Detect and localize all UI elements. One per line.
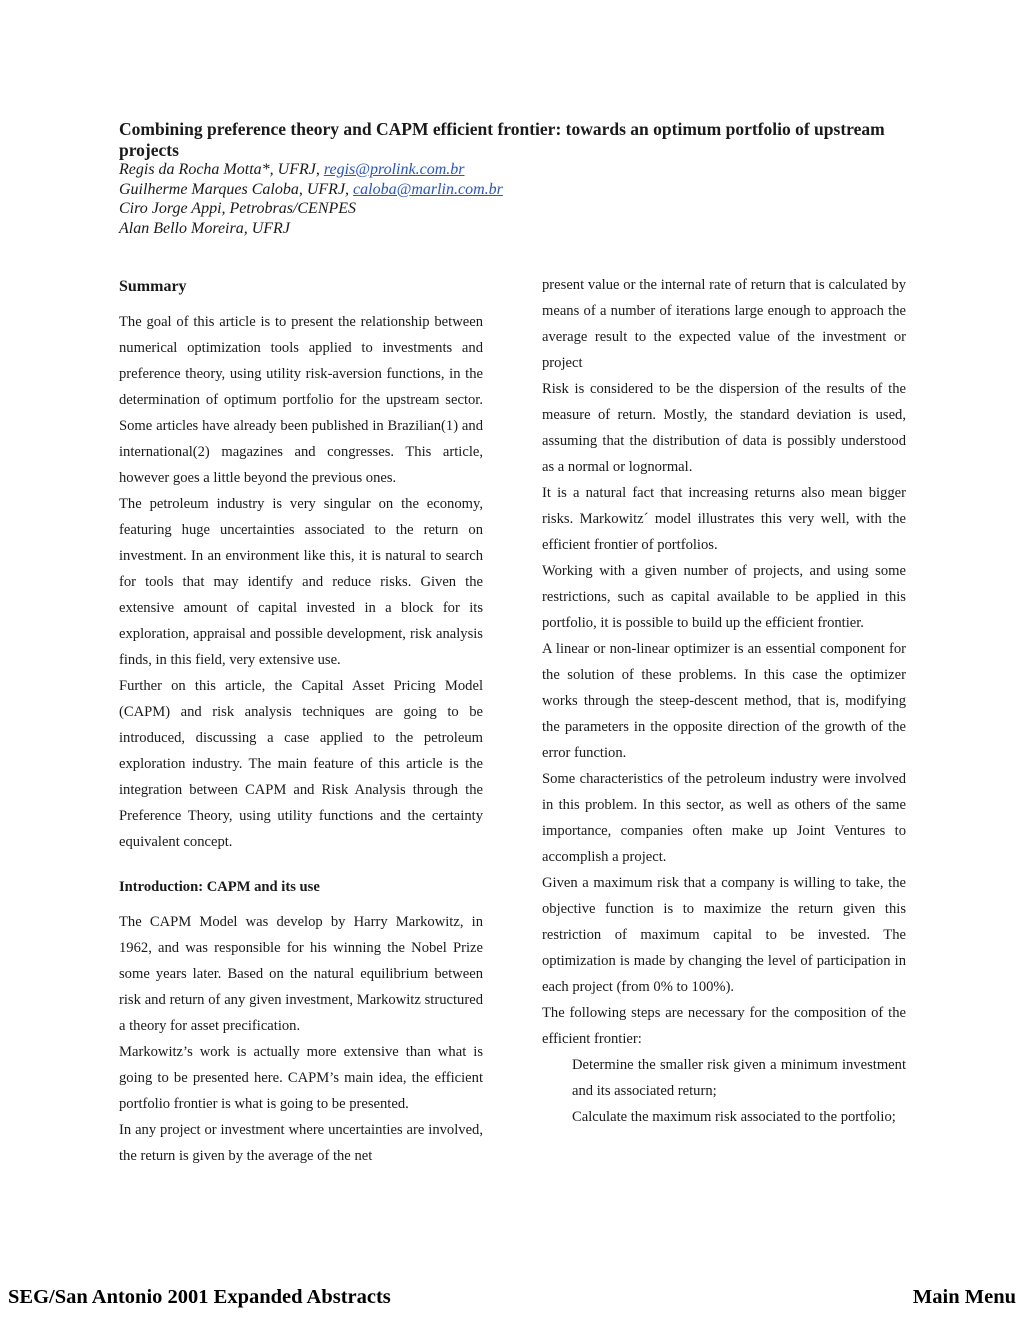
body-paragraph: Markowitz’s work is actually more extensive than what is going to be presented here. CAPM’s main idea, the efficient portfolio frontier is what is going to be presented. [119, 1044, 483, 1112]
section-heading-introduction: Introduction: CAPM and its use [119, 879, 320, 895]
paper-title: Combining preference theory and CAPM efficient frontier: towards an optimum portfolio of upstream projects [119, 119, 885, 160]
author-name: Regis da Rocha Motta*, UFRJ, [119, 161, 324, 178]
body-paragraph: It is a natural fact that increasing returns also mean bigger risks. Markowitz´ model illustrates this very well, with the efficient frontier of portfolios. [542, 485, 906, 553]
author-line [119, 160, 719, 180]
author-line [119, 219, 719, 239]
right-column [542, 272, 906, 1130]
body-paragraph: A linear or non-linear optimizer is an essential component for the solution of these problems. In this case the optimizer works through the steep-descent method, that is, modifying the parameters in the opposite direction of the growth of the error function. [542, 641, 906, 761]
body-paragraph: Some characteristics of the petroleum industry were involved in this problem. In this sector, as well as others of the same importance, companies often make up Joint Ventures to accomplish a project. [542, 771, 906, 865]
steps-list [542, 1052, 906, 1130]
author-email-link[interactable]: caloba@marlin.com.br [353, 180, 503, 198]
body-paragraph: Risk is considered to be the dispersion of the results of the measure of return. Mostly, the standard deviation is used, assuming that the distribution of data is possibly understood as a normal or lognormal. [542, 381, 906, 475]
body-paragraph: The goal of this article is to present the relationship between numerical optimization tools applied to investments and preference theory, using utility risk-aversion functions, in the determination of optimum portfolio for the upstream sector. Some articles have already been published in Brazilian(1) and international(2) magazines and congresses. This article, however goes a little beyond the previous ones. [119, 314, 483, 486]
body-paragraph: The following steps are necessary for the composition of the efficient frontier: [542, 1005, 906, 1047]
body-paragraph: Given a maximum risk that a company is willing to take, the objective function is to maximize the return given this restriction of maximum capital to be invested. The optimization is made by changing the level of participation in each project (from 0% to 100%). [542, 875, 906, 995]
section-heading-summary: Summary [119, 278, 187, 295]
body-paragraph: The petroleum industry is very singular on the economy, featuring huge uncertainties associated to the return on investment. In an environment like this, it is natural to search for tools that may identify and reduce risks. Given the extensive amount of capital invested in a block for its exploration, appraisal and possible development, risk analysis finds, in this field, very extensive use. [119, 496, 483, 668]
body-paragraph: present value or the internal rate of return that is calculated by means of a number of iterations large enough to approach the average result to the expected value of the investment or project [542, 277, 906, 371]
author-name: Ciro Jorge Appi, Petrobras/CENPES [119, 200, 357, 217]
body-paragraph: The CAPM Model was develop by Harry Markowitz, in 1962, and was responsible for his winning the Nobel Prize some years later. Based on the natural equilibrium between risk and return of any given investment, Markowitz structured a theory for asset precification. [119, 914, 483, 1034]
author-name: Guilherme Marques Caloba, UFRJ, [119, 180, 354, 198]
body-paragraph: In any project or investment where uncertainties are involved, the return is given by the average of the net [119, 1122, 483, 1164]
left-column [119, 275, 483, 1169]
author-email-link[interactable]: regis@prolink.com.br [323, 161, 465, 178]
author-line [119, 180, 719, 200]
footer-publication-label: SEG/San Antonio 2001 Expanded Abstracts [8, 1286, 391, 1308]
body-paragraph: Further on this article, the Capital Asset Pricing Model (CAPM) and risk analysis techniques are going to be introduced, discussing a case applied to the petroleum exploration industry. The main feature of this article is the integration between CAPM and Risk Analysis through the Preference Theory, using utility functions and the certainty equivalent concept. [119, 678, 483, 850]
body-paragraph: Working with a given number of projects, and using some restrictions, such as capital available to be applied in this portfolio, it is possible to build up the efficient frontier. [542, 563, 906, 631]
author-list [119, 160, 719, 238]
author-name: Alan Bello Moreira, UFRJ [119, 219, 290, 237]
step-item: Determine the smaller risk given a minimum investment and its associated return; [572, 1057, 906, 1099]
step-item: Calculate the maximum risk associated to the portfolio; [572, 1109, 896, 1125]
main-menu-link[interactable]: Main Menu [912, 1286, 1016, 1308]
author-line [119, 199, 719, 219]
